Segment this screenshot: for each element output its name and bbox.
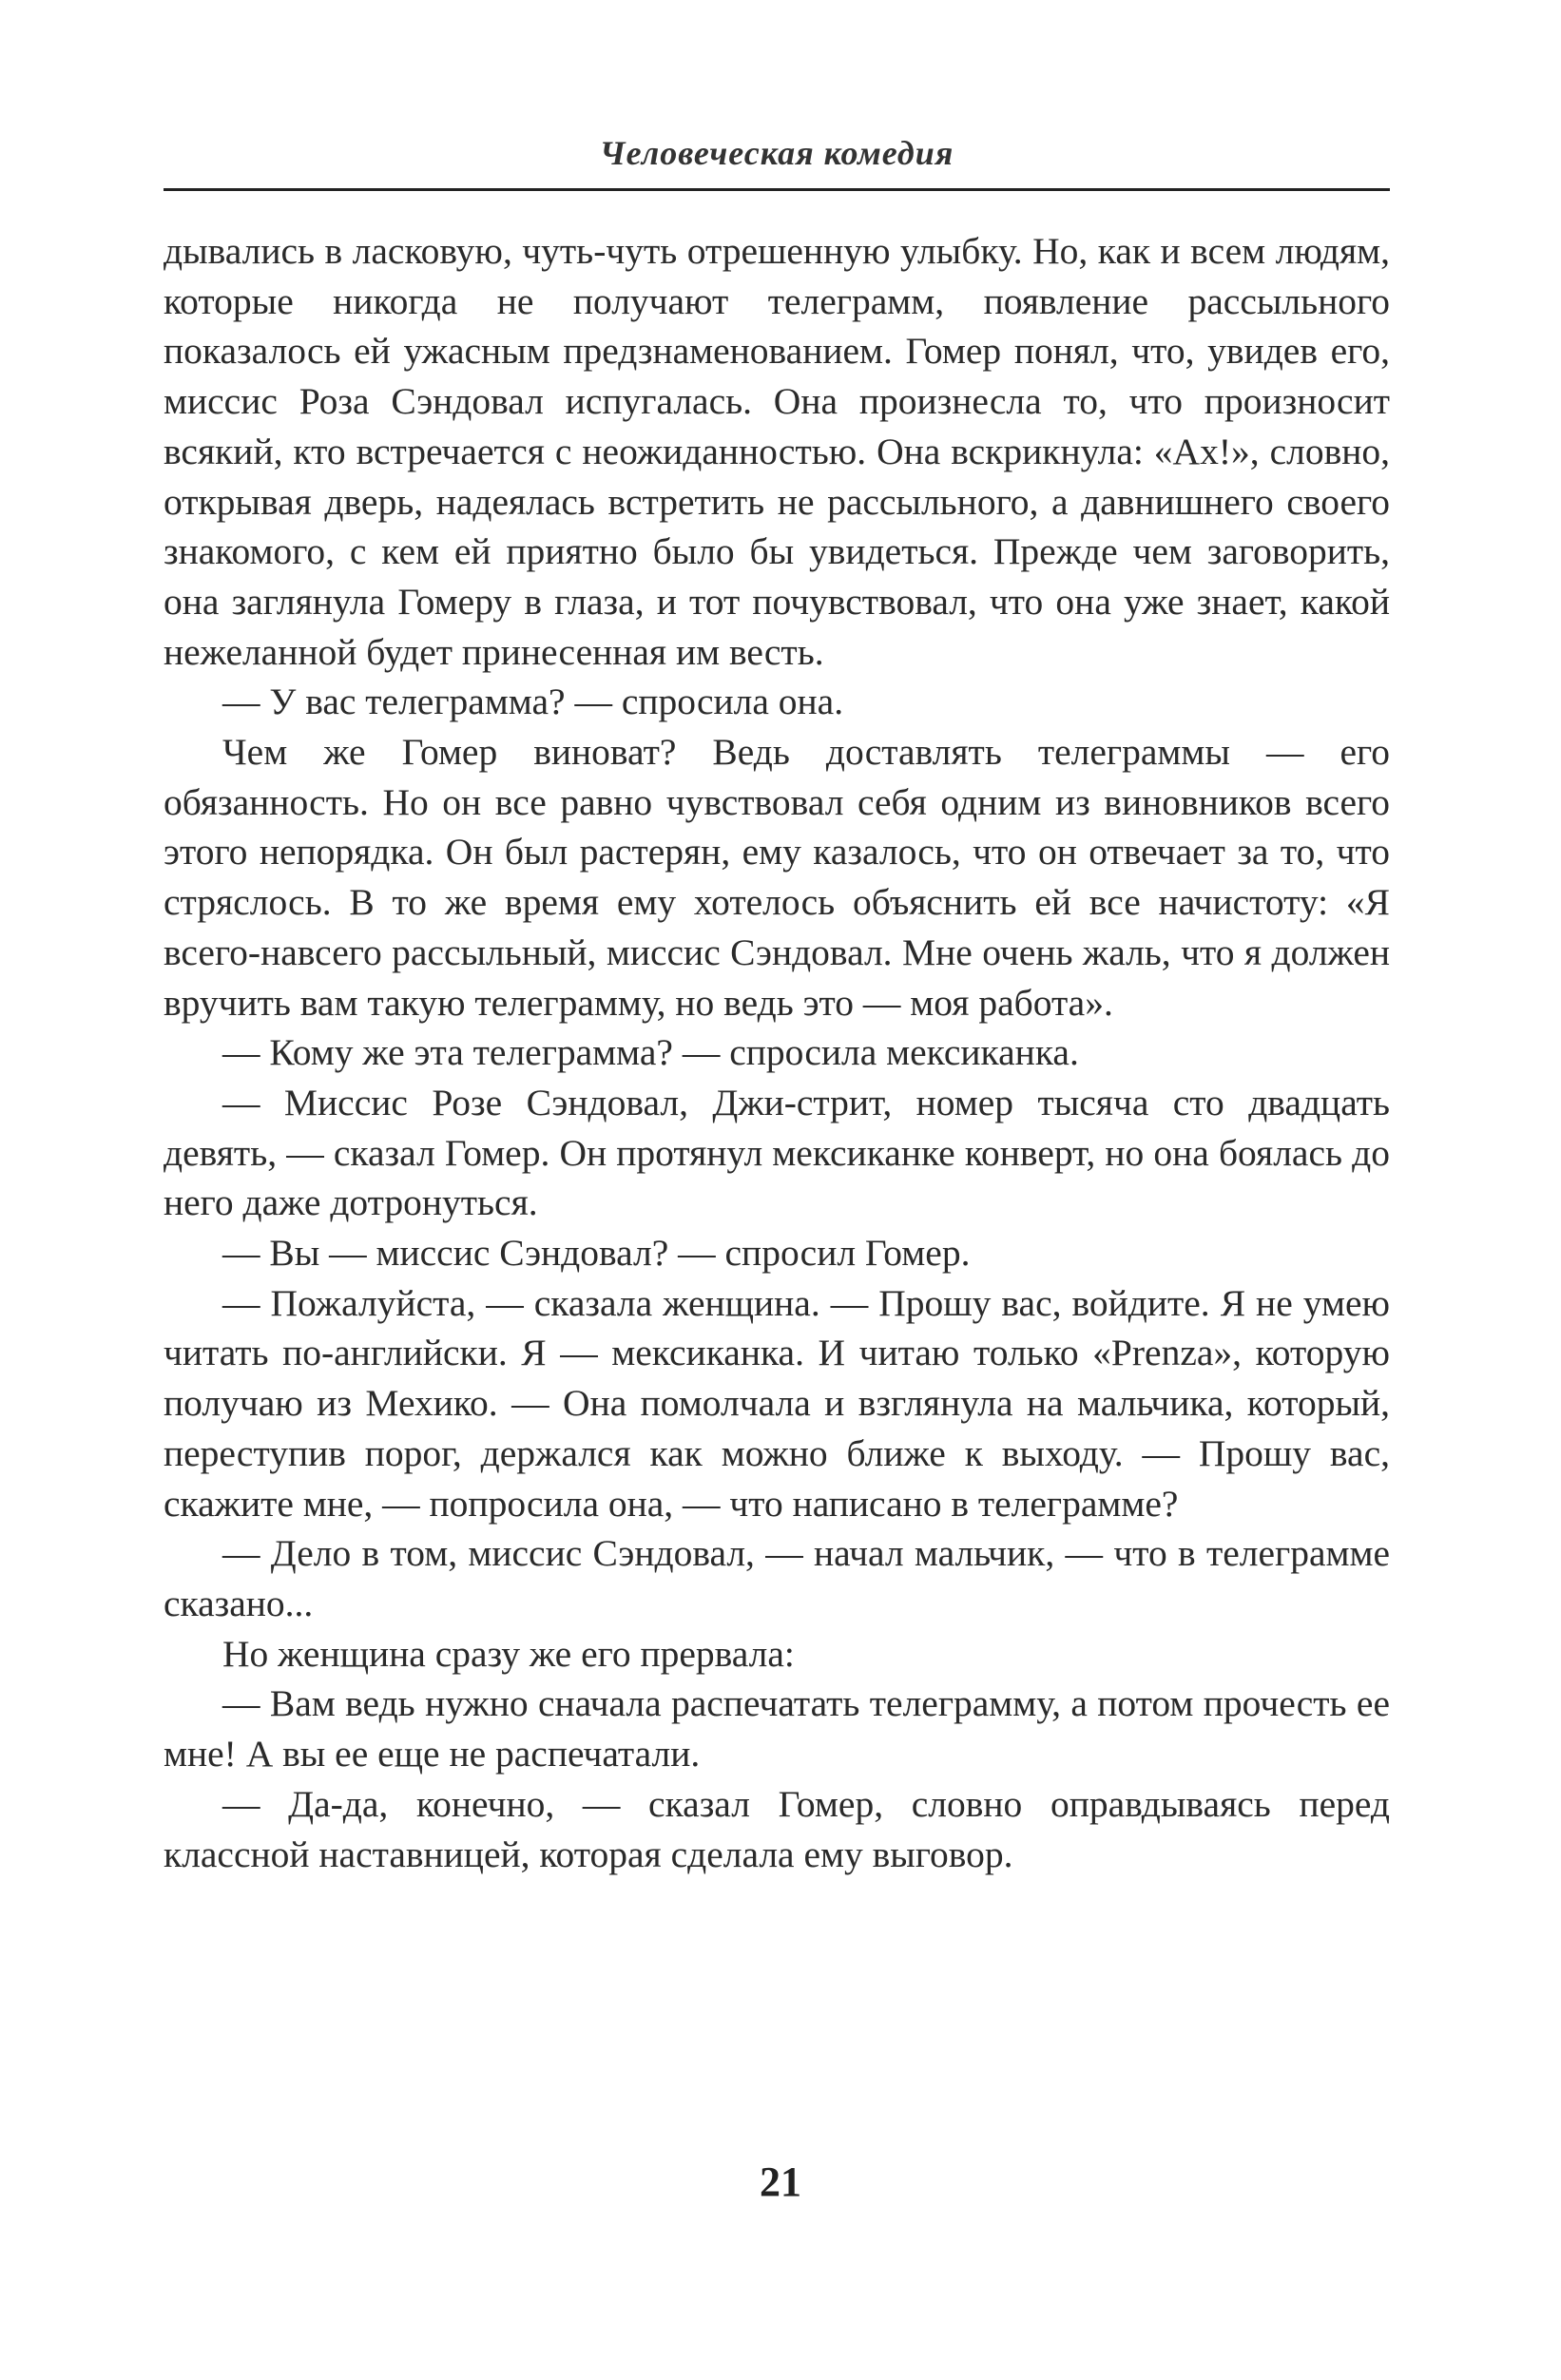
paragraph-dialogue: — Вы — миссис Сэндовал? — спросил Гомер. [222,1232,971,1275]
paragraph-dialogue: — Да-да, конечно, — сказал Гомер, словно оправдываясь перед классной наставницей, которая сделала ему выговор. [164,1782,1390,1875]
paragraph-dialogue: — Дело в том, миссис Сэндовал, — начал мальчик, — что в телеграмме сказано... [164,1532,1390,1624]
paragraph: Чем же Гомер виноват? Ведь доставлять телеграммы — его обязанность. Но он все равно чувствовал себя одним из виновников всего этого непорядка. Он был растерян, ему казалось, что он отвечает за то, что стряслось. В то же время ему хотелось объяснить ей все начистоту: «Я всего-навсего рассыльный, миссис Сэндовал. Мне очень жаль, что я должен вручить вам такую телеграмму, но ведь это — моя работа». [164,731,1390,1024]
running-title: Человеческая комедия [599,134,954,172]
page-number: 21 [760,2159,801,2205]
paragraph-continued: дывались в ласковую, чуть-чуть отрешенную улыбку. Но, как и всем людям, которые никогда не получают телеграмм, появление рассыльного показалось ей ужасным предзнаменованием. Гомер понял, что, увидев его, миссис Роза Сэндовал испугалась. Она произнесла то, что произносит всякий, кто встречается с неожиданностью. Она вскрикнула: «Ах!», словно, открывая дверь, надеялась встретить не рассыльного, а давнишнего своего знакомого, с кем ей приятно было бы увидеться. Прежде чем заговорить, она заглянула Гомеру в глаза, и тот почувствовал, что она уже знает, какой нежеланной будет принесенная им весть. [164,230,1390,673]
header-rule [164,188,1390,191]
paragraph: Но женщина сразу же его прервала: [222,1632,795,1675]
paragraph-dialogue: — Миссис Розе Сэндовал, Джи-стрит, номер тысяча сто двадцать девять, — сказал Гомер. Он протянул мексиканке конверт, но она боялась до него даже дотронуться. [164,1081,1390,1224]
paragraph-dialogue: — Вам ведь нужно сначала распечатать телеграмму, а потом прочесть ее мне! А вы ее еще не распечатали. [164,1682,1390,1775]
body-text [164,226,1390,1879]
paragraph-dialogue: — Кому же эта телеграмма? — спросила мексиканка. [222,1031,1079,1074]
paragraph-dialogue: — У вас телеграмма? — спросила она. [222,681,844,723]
paragraph-dialogue: — Пожалуйста, — сказала женщина. — Прошу вас, войдите. Я не умею читать по-английски. Я — мексиканка. И читаю только «Prenza», которую получаю из Мехико. — Она помолчала и взглянула на мальчика, который, переступив порог, держался как можно ближе к выходу. — Прошу вас, скажите мне, — попросила она, — что написано в телеграмме? [164,1281,1390,1525]
